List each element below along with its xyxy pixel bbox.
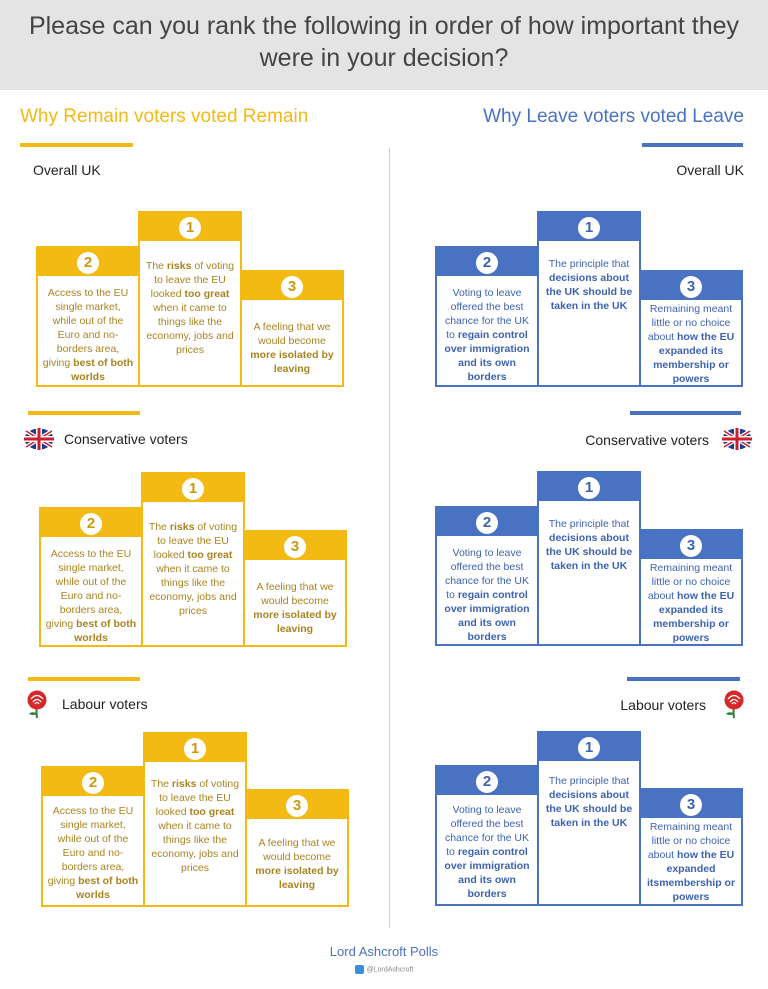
- section-rule: [630, 411, 741, 415]
- section-rule: [642, 143, 743, 147]
- rank-header: [539, 733, 639, 761]
- rank-header: [437, 248, 537, 276]
- rank-number: 3: [680, 276, 702, 298]
- reason-text: Voting to leave offered the best chance for the UK to regain control over immigration and its own borders: [444, 547, 530, 643]
- rank-number: 2: [77, 252, 99, 274]
- rank-1-box: [537, 731, 641, 906]
- rank-header: [437, 508, 537, 536]
- reason-text: The risks of voting to leave the EU looked too great when it came to things like the economy, jobs and prices: [145, 260, 235, 356]
- section-rule: [627, 677, 740, 681]
- reason-text: The risks of voting to leave the EU looked too great when it came to things like the economy, jobs and prices: [150, 778, 240, 874]
- rank-1-box: [143, 732, 247, 907]
- rank-number: 3: [286, 795, 308, 817]
- rank-number: 2: [476, 771, 498, 793]
- rank-header: [41, 509, 141, 537]
- rank-2-box: [36, 246, 140, 387]
- rank-2-box: [41, 766, 145, 907]
- rank-header: [641, 272, 741, 300]
- rank-number: 1: [578, 737, 600, 759]
- rank-number: 2: [82, 772, 104, 794]
- reason-text: The principle that decisions about the UK should be taken in the UK: [545, 518, 633, 572]
- rank-number: 3: [680, 535, 702, 557]
- rank-3-box: [639, 270, 743, 387]
- section-label-overall-uk: Overall UK: [676, 162, 744, 178]
- rank-header: [641, 790, 741, 818]
- reason-text: The principle that decisions about the UK should be taken in the UK: [545, 775, 633, 829]
- section-label-conservative: Conservative voters: [64, 431, 188, 447]
- reason-text: Access to the EU single market, while out of the Euro and no-borders area, giving best of both worlds: [45, 548, 137, 644]
- labour-rose-icon: [22, 689, 52, 719]
- rank-number: 3: [281, 276, 303, 298]
- section-label-conservative: Conservative voters: [585, 432, 709, 448]
- section-rule: [28, 677, 140, 681]
- union-jack-icon: [24, 428, 54, 450]
- rank-3-box: [639, 529, 743, 646]
- union-jack-icon: [722, 428, 752, 450]
- rank-number: 2: [476, 252, 498, 274]
- reason-text: The principle that decisions about the UK should be taken in the UK: [545, 258, 633, 312]
- rank-number: 1: [578, 217, 600, 239]
- reason-text: Access to the EU single market, while out of the Euro and no-borders area, giving best of both worlds: [47, 805, 139, 901]
- leave-column-title: Why Leave voters voted Leave: [483, 106, 744, 127]
- rank-header: [140, 213, 240, 241]
- reason-text: Remaining meant little or no choice about how the EU expanded its membership or powers: [647, 562, 735, 644]
- reason-text: A feeling that we would become more isolated by leaving: [250, 321, 334, 375]
- rank-header: [641, 531, 741, 559]
- reason-text: A feeling that we would become more isolated by leaving: [255, 837, 339, 891]
- reason-text: A feeling that we would become more isolated by leaving: [253, 581, 337, 635]
- rank-header: [437, 767, 537, 795]
- rank-number: 1: [179, 217, 201, 239]
- twitter-handle[interactable]: @LordAshcroft: [366, 966, 414, 974]
- column-divider: [389, 148, 390, 928]
- reason-text: The risks of voting to leave the EU looked too great when it came to things like the economy, jobs and prices: [148, 521, 238, 617]
- rank-header: [539, 213, 639, 241]
- rank-header: [145, 734, 245, 762]
- reason-text: Voting to leave offered the best chance for the UK to regain control over immigration and its own borders: [444, 804, 530, 900]
- remain-column-title: Why Remain voters voted Remain: [20, 106, 309, 127]
- reason-text: Remaining meant little or no choice about how the EU expanded its membership or powers: [647, 303, 735, 385]
- rank-header: [242, 272, 342, 300]
- section-label-overall-uk: Overall UK: [33, 162, 101, 178]
- rank-header: [38, 248, 138, 276]
- rank-number: 3: [284, 536, 306, 558]
- page-title: Please can you rank the following in order of how important they were in your decision?: [28, 12, 740, 72]
- rank-header: [43, 768, 143, 796]
- reason-text: Remaining meant little or no choice about how the EU expanded itsmembership or powers: [646, 821, 736, 903]
- section-rule: [20, 143, 133, 147]
- rank-number: 1: [182, 478, 204, 500]
- rank-2-box: [39, 507, 143, 647]
- labour-rose-icon: [719, 689, 749, 719]
- reason-text: Access to the EU single market, while out of the Euro and no-borders area, giving best of both worlds: [42, 287, 134, 383]
- rank-3-box: [240, 270, 344, 387]
- rank-header: [539, 473, 639, 501]
- twitter-handle-row[interactable]: [0, 965, 768, 974]
- reason-text: Voting to leave offered the best chance for the UK to regain control over immigration and its own borders: [444, 287, 530, 383]
- rank-number: 2: [476, 512, 498, 534]
- rank-header: [245, 532, 345, 560]
- rank-3-box: [243, 530, 347, 647]
- rank-3-box: [639, 788, 743, 906]
- rank-number: 3: [680, 794, 702, 816]
- source-credit: Lord Ashcroft Polls: [329, 944, 439, 959]
- rank-1-box: [141, 472, 245, 647]
- rank-2-box: [435, 765, 539, 906]
- rank-1-box: [537, 211, 641, 387]
- rank-1-box: [537, 471, 641, 646]
- rank-2-box: [435, 506, 539, 646]
- rank-number: 2: [80, 513, 102, 535]
- rank-1-box: [138, 211, 242, 387]
- rank-3-box: [245, 789, 349, 907]
- section-label-labour: Labour voters: [62, 696, 148, 712]
- section-label-labour: Labour voters: [620, 697, 706, 713]
- twitter-icon: [355, 965, 364, 974]
- rank-number: 1: [184, 738, 206, 760]
- rank-2-box: [435, 246, 539, 387]
- rank-header: [247, 791, 347, 819]
- section-rule: [28, 411, 140, 415]
- header: [0, 0, 768, 90]
- rank-header: [143, 474, 243, 502]
- rank-number: 1: [578, 477, 600, 499]
